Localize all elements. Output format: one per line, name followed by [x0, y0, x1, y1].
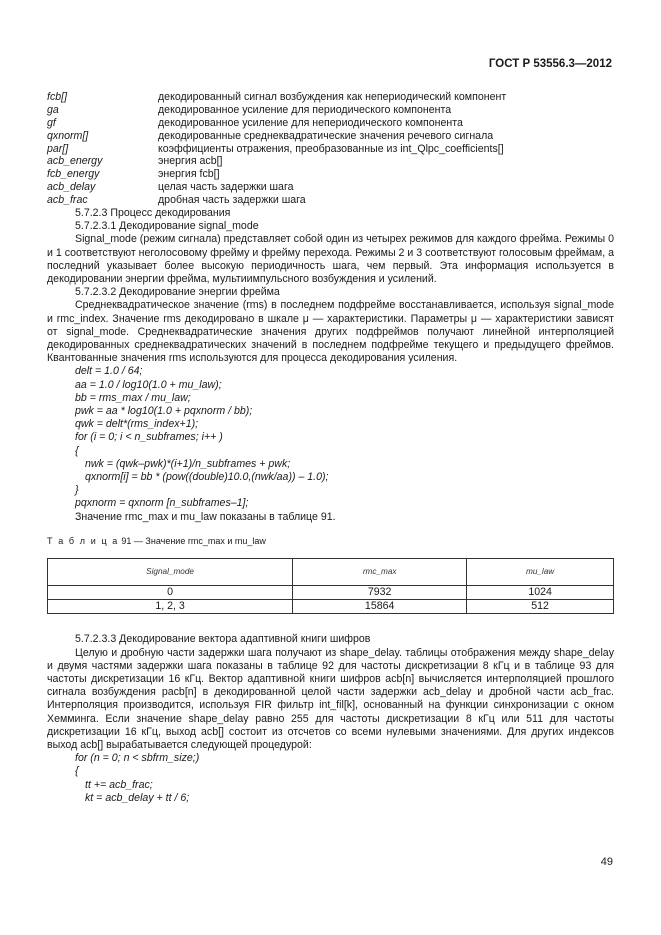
- code-line: nwk = (qwk–pwk)*(i+1)/n_subframes + pwk;: [85, 457, 291, 470]
- definition-desc: декодированные среднеквадратические значения речевого сигнала: [158, 129, 494, 142]
- table-cell: 7932: [293, 585, 467, 599]
- paragraph-signal-mode: Signal_mode (режим сигнала) представляет собой один из четырех режимов для каждого фрейма. Режимы 0 и 1 соответствуют неголосовому фрейму и фрейму перехода. Режимы 2 и 3 соответствуют голосовым фреймам, а последний указывает более высокую периодичность шага, чем первый. Эта информация используется в декодировании энергии фрейма, мультиимпульсного возбуждения и усилений.: [47, 233, 614, 286]
- code-line: for (n = 0; n < sbfrm_size;): [75, 752, 200, 765]
- definition-row: [47, 181, 614, 194]
- definition-desc: декодированное усиление для непериодического компонента: [158, 116, 463, 129]
- definition-row: [47, 91, 614, 104]
- table-caption-prefix: Т а б л и ц а: [47, 535, 119, 546]
- table-cell: 0: [48, 585, 293, 599]
- code-line: bb = rms_max / mu_law;: [75, 391, 191, 404]
- table-cell: 1, 2, 3: [48, 600, 293, 614]
- definition-term: qxnorm[]: [47, 129, 89, 142]
- definition-row: [47, 104, 614, 117]
- code-line: for (i = 0; i < n_subframes; i++ ): [75, 431, 223, 444]
- code-line: kt = acb_delay + tt / 6;: [85, 791, 190, 804]
- code-line: {: [75, 765, 79, 778]
- code-block-energy: [47, 365, 614, 510]
- definition-row: [47, 168, 614, 181]
- paragraph-adaptive-codebook: Целую и дробную части задержки шага получают из shape_delay. таблицы отображения между shape_delay и двумя частями задержки шага показаны в таблице 92 для частоты дискретизации 8 кГц и в таблице 93 для частоты дискретизации 16 кГц. Вектор адаптивной книги шифров acb[n] вычисляется интерполяцией прошлого сигнала возбуждения pacb[n] в декодированной целой части задержки acb_delay и дробной части acb_frac. Интерполяция производится, используя FIR фильтр int_fil[k], основанный на функции синхронизации с окном Хемминга. Если значение shape_delay равно 255 для частоты дискретизации 8 кГц или 511 для частоты дискретизации 16 кГц, выход acb[] состоит из отсчетов со всеми нулевыми значениями. Для других индексов выход acb[] вырабатывается следующей процедурой:: [47, 646, 614, 751]
- definition-row: [47, 117, 614, 130]
- table-header-cell: mu_law: [467, 558, 614, 585]
- definition-desc: декодированный сигнал возбуждения как непериодический компонент: [158, 91, 507, 103]
- code-block-adaptive: [47, 752, 614, 805]
- section-heading-57231: 5.7.2.3.1 Декодирование signal_mode: [75, 220, 259, 233]
- definition-row: [47, 194, 614, 207]
- definition-term: acb_energy: [47, 155, 103, 168]
- page-content: [47, 91, 614, 805]
- section-heading-5723: 5.7.2.3 Процесс декодирования: [75, 207, 231, 220]
- definition-term: fcb[]: [47, 91, 68, 103]
- section-heading-57233: 5.7.2.3.3 Декодирование вектора адаптивной книги шифров: [75, 633, 371, 646]
- definition-row: [47, 130, 614, 143]
- section-heading-57232: 5.7.2.3.2 Декодирование энергии фрейма: [75, 286, 280, 299]
- table-cell: 1024: [467, 585, 614, 599]
- paragraph-table-ref: Значение rmc_max и mu_law показаны в таблице 91.: [75, 510, 336, 523]
- definition-term: acb_delay: [47, 181, 96, 194]
- definition-desc: энергия acb[]: [158, 155, 223, 168]
- table-caption-text: 91 — Значение rmc_max и mu_law: [121, 535, 266, 546]
- code-line: tt += acb_frac;: [85, 778, 153, 791]
- definition-desc: дробная часть задержки шага: [158, 194, 306, 207]
- table-row: [48, 600, 614, 614]
- table-91: [47, 558, 614, 614]
- definition-list: [47, 91, 614, 207]
- table-header-cell: Signal_mode: [48, 558, 293, 585]
- definition-desc: целая часть задержки шага: [158, 181, 294, 194]
- definition-row: [47, 155, 614, 168]
- table-header-row: [48, 558, 614, 585]
- definition-desc: декодированное усиление для периодического компонента: [158, 103, 452, 116]
- table-row: [48, 585, 614, 599]
- table-caption: [47, 535, 614, 548]
- definition-term: gf: [47, 116, 56, 129]
- table-cell: 15864: [293, 600, 467, 614]
- code-line: {: [75, 444, 79, 457]
- code-line: aa = 1.0 / log10(1.0 + mu_law);: [75, 378, 222, 391]
- definition-term: fcb_energy: [47, 168, 100, 181]
- table-header-cell: rmc_max: [293, 558, 467, 585]
- code-line: pqxnorm = qxnorm [n_subframes–1];: [75, 497, 249, 510]
- code-line: qxnorm[i] = bb * (pow((double)10.0,(nwk/aa)) – 1.0);: [85, 470, 329, 483]
- definition-desc: энергия fcb[]: [158, 168, 220, 181]
- definition-term: acb_frac: [47, 194, 88, 207]
- definition-term: ga: [47, 103, 59, 116]
- page-number: 49: [600, 856, 613, 868]
- definition-desc: коэффициенты отражения, преобразованные из int_Qlpc_coefficients[]: [158, 142, 504, 155]
- definition-row: [47, 143, 614, 156]
- code-line: delt = 1.0 / 64;: [75, 365, 143, 378]
- table-cell: 512: [467, 600, 614, 614]
- document-header: ГОСТ Р 53556.3—2012: [488, 58, 612, 70]
- code-line: pwk = aa * log10(1.0 + pqxnorm / bb);: [75, 405, 253, 418]
- code-line: qwk = delt*(rms_index+1);: [75, 418, 199, 431]
- code-line: }: [75, 484, 79, 497]
- definition-term: par[]: [47, 142, 69, 155]
- paragraph-frame-energy: Среднеквадратическое значение (rms) в последнем подфрейме восстанавливается, используя signal_mode и rmc_index. Значение rms декодировано в шкале μ — характеристики. Параметры μ — характеристики зависят от signal_mode. Среднеквадратические значения других подфреймов получают линейной интерполяцией декодированных среднеквадратических значений в последнем подфрейме текущего и предыдущего фреймов. Квантованные значения rms используются для процесса декодирования усиления.: [47, 299, 614, 365]
